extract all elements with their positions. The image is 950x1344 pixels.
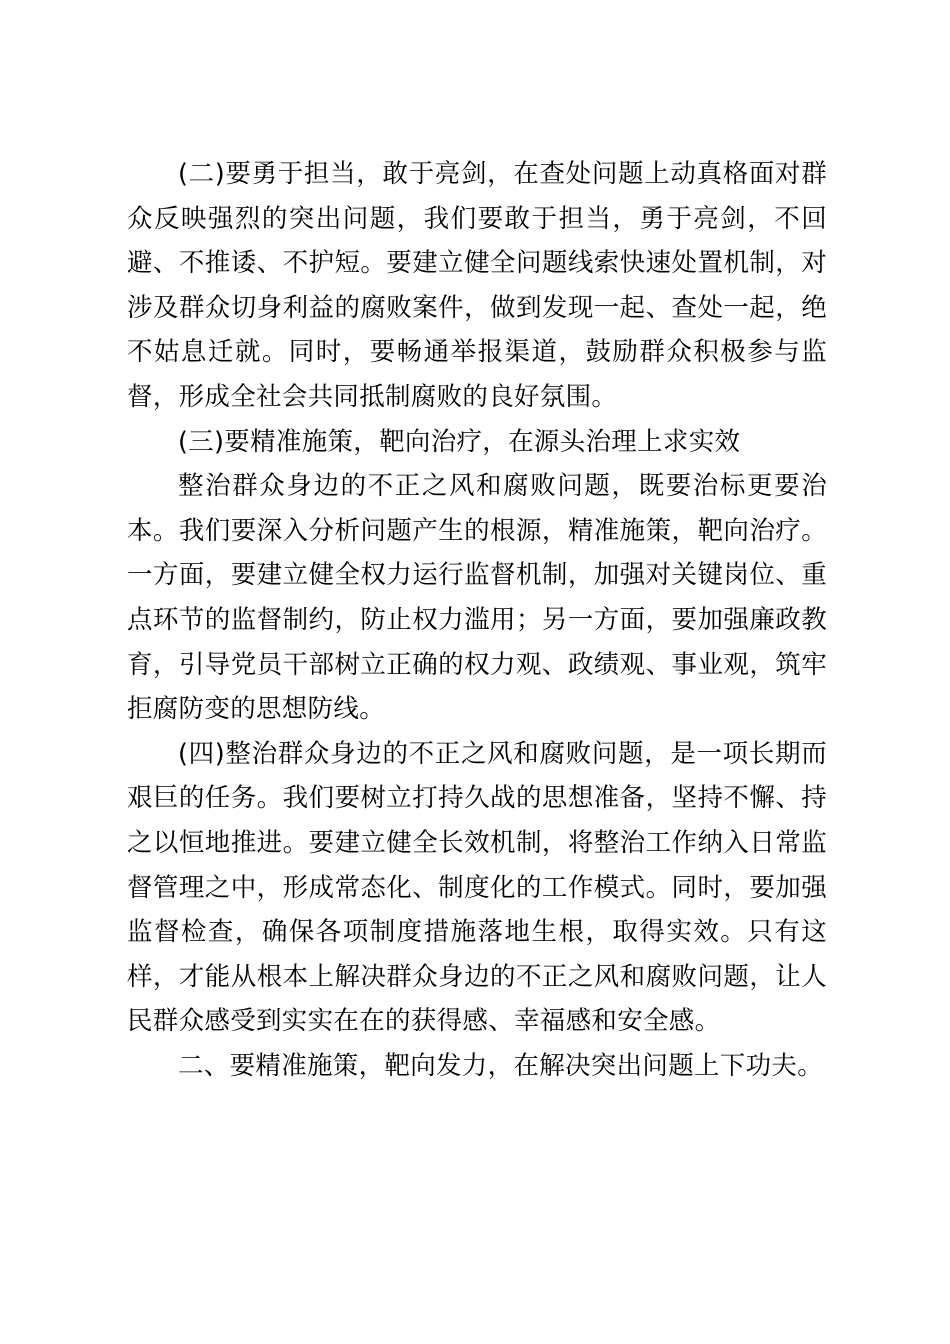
heading-section-3: (三)要精准施策，靶向治疗，在源头治理上求实效 — [178, 426, 741, 457]
paragraph-section-4: (四)整治群众身边的不正之风和腐败问题，是一项长期而艰巨的任务。我们要树立打持久战的思想准备，坚持不懈、持之以恒地推进。要建立健全长效机制，将整治工作纳入日常监督管理之中，形成常态化、制度化的工作模式。同时，要加强监督检查，确保各项制度措施落地生根，取得实效。只有这样，才能从根本上解决群众身边的不正之风和腐败问题，让人民群众感受到实实在在的获得感、幸福感和安全感。 — [127, 738, 827, 1037]
paragraph-section-3-body: 整治群众身边的不正之风和腐败问题，既要治标更要治本。我们要深入分析问题产生的根源，精准施策，靶向治疗。一方面，要建立健全权力运行监督机制，加强对关键岗位、重点环节的监督制约，防止权力滥用；另一方面，要加强廉政教育，引导党员干部树立正确的权力观、政绩观、事业观，筑牢拒腐防变的思想防线。 — [127, 471, 827, 725]
heading-part-2: 二、要精准施策，靶向发力，在解决突出问题上下功夫。 — [178, 1050, 824, 1081]
paragraph-section-2: (二)要勇于担当，敢于亮剑，在查处问题上动真格面对群众反映强烈的突出问题，我们要敢于担当，勇于亮剑，不回避、不推诿、不护短。要建立健全问题线索快速处置机制，对涉及群众切身利益的腐败案件，做到发现一起、查处一起，绝不姑息迁就。同时，要畅通举报渠道，鼓励群众积极参与监督，形成全社会共同抵制腐败的良好氛围。 — [127, 159, 827, 412]
document-page — [127, 152, 827, 1088]
